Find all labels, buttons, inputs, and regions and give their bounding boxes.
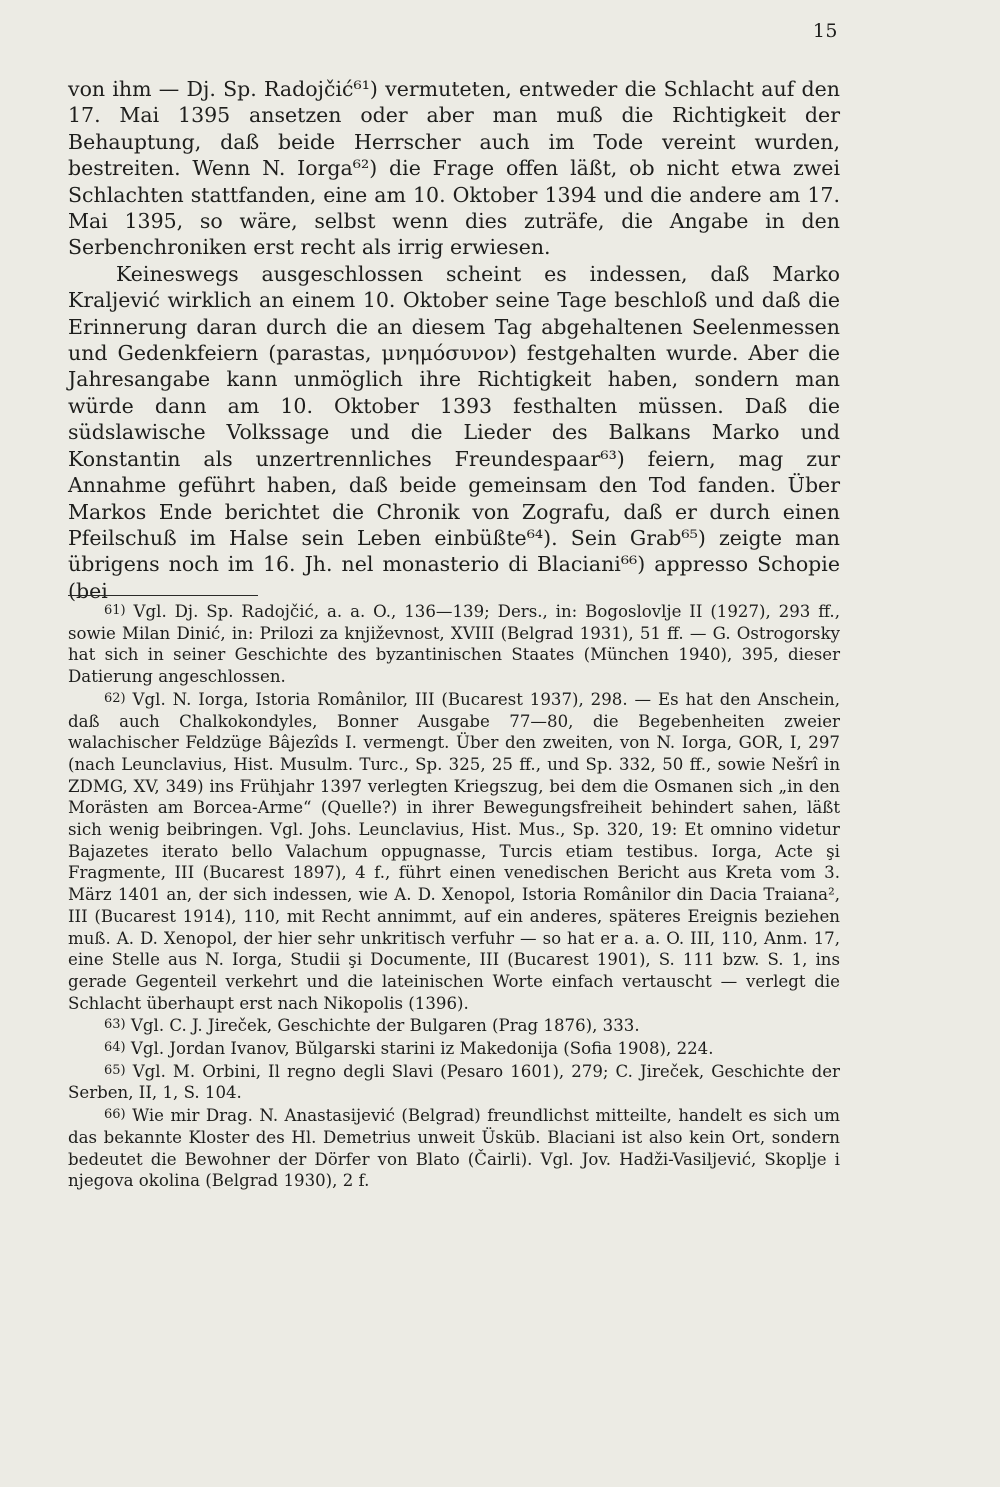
- footnote-text: Vgl. N. Iorga, Istoria Românilor, III (Bucarest 1937), 298. — Es hat den Anschein, daß auch Chalkokondyles, Bonner Ausgabe 77—80, die Begebenheiten zweier walachischer Feldzüge Bâjezîds I. vermengt. Über den zweiten, von N. Iorga, GOR, I, 297 (nach Leunclavius, Hist. Musulm. Turc., Sp. 325, 25 ff., und Sp. 332, 50 ff., sowie Nešrî in ZDMG, XV, 349) ins Frühjahr 1397 verlegten Kriegszug, bei dem die Osmanen sich „in den Morästen am Borcea-Arme“ (Quelle?) in ihrer Bewegungsfreiheit behindert sahen, läßt sich wenig beibringen. Vgl. Johs. Leunclavius, Hist. Mus., Sp. 320, 19: Et omnino videtur Bajazetes iterato bello Valachum oppugnasse, Turcis etiam testibus. Iorga, Acte şi Fragmente, III (Bucarest 1897), 4 f., führt einen venedischen Bericht aus Kreta vom 3. März 1401 an, der sich indessen, wie A. D. Xenopol, Istoria Românilor din Dacia Traiana², III (Bucarest 1914), 110, mit Recht annimmt, auf ein anderes, späteres Ereignis beziehen muß. A. D. Xenopol, der hier sehr unkritisch verfuhr — so hat er a. a. O. III, 110, Anm. 17, eine Stelle aus N. Iorga, Studii şi Documente, III (Bucarest 1901), S. 111 bzw. S. 1, ins gerade Gegenteil verkehrt und die lateinischen Worte einfach vertauscht — verlegt die Schlacht überhaupt erst nach Nikopolis (1396).: [68, 689, 840, 1013]
- footnote-separator: [68, 595, 258, 596]
- footnote-label: 65): [104, 1062, 126, 1078]
- body-paragraph-1: von ihm — Dj. Sp. Radojčić⁶¹) vermuteten, entweder die Schlacht auf den 17. Mai 1395 ansetzen oder aber man muß die Richtigkeit der Behauptung, daß beide Herrscher auch im Tode vereint wurden, bestreiten. Wenn N. Iorga⁶²) die Frage offen läßt, ob nicht etwa zwei Schlachten stattfanden, eine am 10. Oktober 1394 und die andere am 17. Mai 1395, so wäre, selbst wenn dies zuträfe, die Angabe in den Serbenchroniken erst recht als irrig erwiesen.: [68, 77, 840, 260]
- footnote-label: 63): [104, 1017, 126, 1033]
- footnote-text: Vgl. M. Orbini, Il regno degli Slavi (Pesaro 1601), 279; C. Jireček, Geschichte der Serben, II, 1, S. 104.: [68, 1061, 840, 1103]
- footnote-text: Vgl. C. J. Jireček, Geschichte der Bulgaren (Prag 1876), 333.: [130, 1016, 640, 1036]
- footnote-66: [68, 1104, 840, 1192]
- footnote-63: [68, 1014, 840, 1037]
- body-paragraph-2: Keineswegs ausgeschlossen scheint es indessen, daß Marko Kraljević wirklich an einem 10. Oktober seine Tage beschloß und daß die Erinnerung daran durch die an diesem Tag abgehaltenen Seelenmessen und Gedenkfeiern (parastas, μνημόσυνον) festgehalten wurde. Aber die Jahresangabe kann unmöglich ihre Richtigkeit haben, sondern man würde dann am 10. Oktober 1393 festhalten müssen. Daß die südslawische Volkssage und die Lieder des Balkans Marko und Konstantin als unzertrennliches Freundespaar⁶³) feiern, mag zur Annahme geführt haben, daß beide gemeinsam den Tod fanden. Über Markos Ende berichtet die Chronik von Zografu, daß er durch einen Pfeilschuß im Halse sein Leben einbüßte⁶⁴). Sein Grab⁶⁵) zeigte man übrigens noch im 16. Jh. nel monasterio di Blaciani⁶⁶) appresso Schopie (bei: [68, 261, 840, 603]
- page-number: 15: [812, 20, 838, 42]
- footnote-61: [68, 600, 840, 688]
- footnote-62: [68, 688, 840, 1015]
- footnote-label: 66): [104, 1107, 126, 1123]
- footnotes: [68, 600, 840, 1192]
- main-text: [68, 76, 840, 604]
- footnote-label: 64): [104, 1040, 126, 1056]
- footnote-text: Vgl. Dj. Sp. Radojčić, a. a. O., 136—139; Ders., in: Bogoslovlje II (1927), 293 ff., sowie Milan Dinić, in: Prilozi za književnost, XVIII (Belgrad 1931), 51 ff. — G. Ostrogorsky hat sich in seiner Geschichte des byzantinischen Staates (München 1940), 395, dieser Datierung angeschlossen.: [68, 602, 840, 687]
- footnote-text: Vgl. Jordan Ivanov, Bŭlgarski starini iz Makedonija (Sofia 1908), 224.: [130, 1039, 714, 1059]
- footnote-64: [68, 1037, 840, 1060]
- footnote-label: 62): [104, 690, 126, 706]
- footnote-text: Wie mir Drag. N. Anastasijević (Belgrad) freundlichst mitteilte, handelt es sich um das bekannte Kloster des Hl. Demetrius unweit Üsküb. Blaciani ist also kein Ort, sondern bedeutet die Bewohner der Dörfer von Blato (Čairli). Vgl. Jov. Hadži-Vasiljević, Skoplje i njegova okolina (Belgrad 1930), 2 f.: [68, 1106, 840, 1191]
- footnote-65: [68, 1060, 840, 1104]
- footnote-label: 61): [104, 603, 126, 618]
